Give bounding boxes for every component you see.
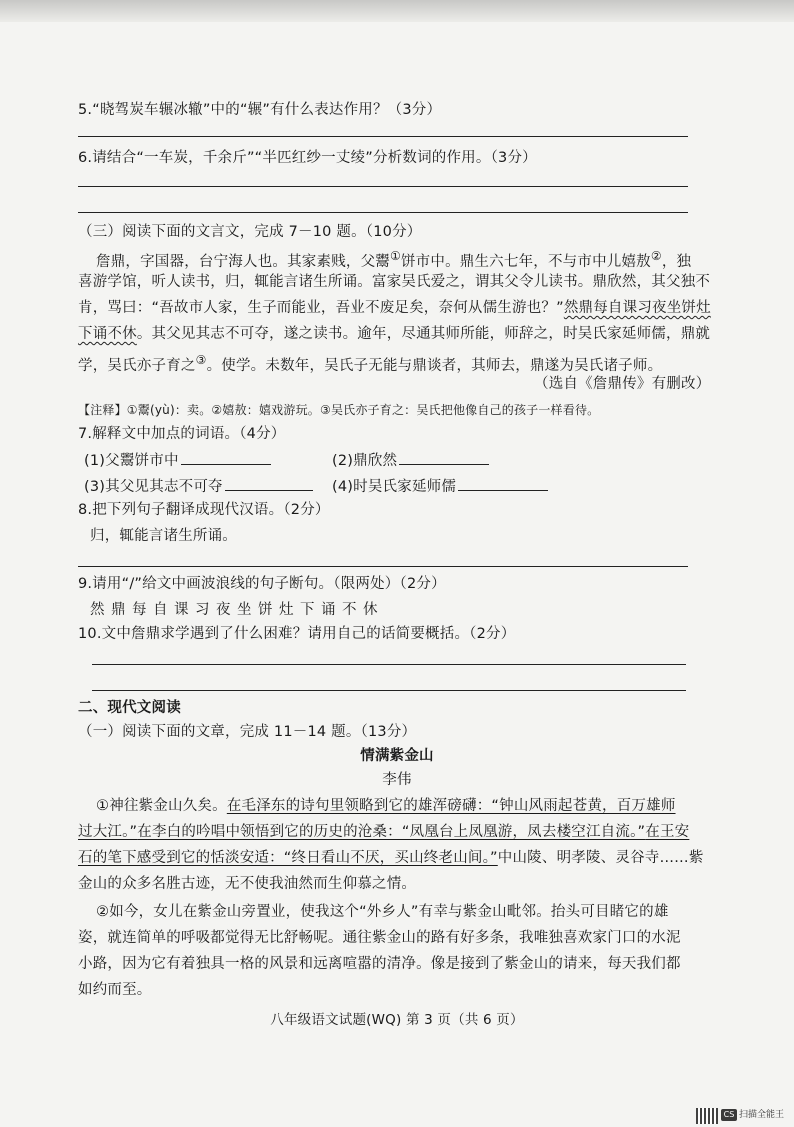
passage-line-1	[96, 246, 691, 272]
answer-blank	[225, 476, 313, 491]
qr-code-icon	[696, 1108, 718, 1124]
wavy-underlined-sentence: 然鼎每自课习夜坐饼灶	[563, 300, 711, 316]
footnotes: 【注释】①鬻(yù)：卖。②嬉敖：嬉戏游玩。③吴氏亦子育之：吴氏把他像自己的孩子一样看待。	[78, 403, 600, 417]
answer-line	[78, 212, 688, 213]
passage-text: 。使学。未数年，吴氏子无能与鼎谈者，其师去，鼎遂为吴氏诸子师。	[206, 357, 663, 374]
article-p1-line-1: ①神往紫金山久矣。在毛泽东的诗句里领略到它的雄浑磅礴：“钟山风雨起苍黄，百万雄师	[96, 798, 676, 814]
answer-blank	[181, 450, 271, 465]
passage-line-5	[78, 350, 662, 376]
q9-sentence: 然鼎每自课习夜坐饼灶下诵不休	[90, 602, 384, 618]
article-p2-line-2: 姿，就连简单的呼吸都觉得无比舒畅呢。通往紫金山的路有好多条，我唯独喜欢家门口的水泥	[78, 930, 681, 946]
q7-item-2: (2)鼎欣然	[332, 450, 489, 471]
watermark-text: 扫描全能王	[739, 1110, 785, 1120]
scan-top-edge	[0, 0, 794, 22]
answer-line	[78, 566, 688, 567]
passage-text: 。其父见其志不可夺，遂之读书。逾年，尽通其师所能，师辞之，时吴氏家延师儒，鼎就	[136, 326, 711, 342]
footnote-marker: ②	[650, 249, 662, 263]
article-p1-line-2	[78, 822, 689, 842]
passage-text: 饼市中。鼎生六七年，不与市中儿嬉敖	[400, 253, 651, 270]
answer-line	[78, 186, 688, 187]
answer-blank	[399, 450, 489, 465]
article-author: 李伟	[382, 772, 412, 788]
article-p1-line-3: 石的笔下感受到它的恬淡安适：“终日看山不厌，买山终老山间。”中山陵、明孝陵、灵谷寺……紫	[78, 850, 704, 866]
underlined-sentence: 在李白的吟唱中领悟到它的历史的沧桑：“凤凰台上凤凰游，凤去楼空江自流。”	[137, 824, 646, 840]
section-1-title: （一）阅读下面的文章，完成 11－14 题。（13分）	[78, 724, 417, 740]
camscanner-logo-icon: CS	[721, 1109, 737, 1121]
question-7: 7.解释文中加点的词语。（4分）	[78, 426, 286, 442]
q7-item-3: (3)其父见其志不可夺	[84, 476, 313, 497]
article-p2-line-4: 如约而至。	[78, 982, 152, 998]
underlined-sentence: 在王安	[645, 824, 690, 840]
question-10: 10.文中詹鼎求学遇到了什么困难？请用自己的话简要概括。（2分）	[78, 626, 516, 642]
section-3-title: （三）阅读下面的文言文，完成 7－10 题。（10分）	[78, 224, 422, 240]
footnote-marker: ①	[390, 249, 401, 263]
question-9: 9.请用“/”给文中画波浪线的句子断句。（限两处）（2分）	[78, 576, 446, 592]
passage-line-3	[78, 298, 711, 318]
answer-line	[92, 690, 686, 691]
passage-text: 学，吴氏亦子育之	[78, 357, 196, 374]
underlined-sentence: 过大江。”	[78, 824, 138, 840]
answer-line	[92, 664, 686, 665]
q7-item-4: (4)时吴氏家延师儒	[332, 476, 548, 497]
q7-item-1: (1)父鬻饼市中	[84, 450, 271, 471]
question-8: 8.把下列句子翻译成现代汉语。（2分）	[78, 502, 330, 518]
answer-blank	[458, 476, 548, 491]
passage-line-4	[78, 324, 710, 344]
passage-source: （选自《詹鼎传》有删改）	[534, 376, 711, 392]
passage-line-2: 喜游学馆，听人读书，归，辄能言诸生所诵。富家吴氏爱之，谓其父令儿读书。鼎欣然，其父独不	[78, 274, 711, 290]
q8-sentence: 归，辄能言诸生所诵。	[90, 528, 237, 544]
scanner-watermark	[721, 1108, 789, 1124]
page-footer: 八年级语文试题(WQ) 第 3 页（共 6 页）	[270, 1012, 524, 1028]
part-2-heading: 二、现代文阅读	[78, 700, 181, 716]
article-p1-line-4: 金山的众多名胜古迹，无不使我油然而生仰慕之情。	[78, 876, 417, 892]
article-p2-line-1: ②如今，女儿在紫金山旁置业，使我这个“外乡人”有幸与紫金山毗邻。抬头可目睹它的雄	[96, 904, 669, 920]
article-title: 情满紫金山	[360, 748, 434, 764]
question-6: 6.请结合“一车炭，千余斤”“半匹红纱一丈绫”分析数词的作用。（3分）	[78, 150, 537, 166]
underlined-sentence: 石的笔下感受到它的恬淡安适：“终日看山不厌，买山终老山间。”	[78, 850, 498, 866]
article-p2-line-3: 小路，因为它有着独具一格的风景和远离喧嚣的清净。像是接到了紫金山的请来，每天我们都	[78, 956, 681, 972]
question-5: 5.“晓驾炭车辗冰辙”中的“辗”有什么表达作用？（3分）	[78, 102, 442, 118]
answer-line	[78, 136, 688, 137]
passage-text: ，独	[661, 253, 692, 270]
footnote-marker: ③	[195, 353, 207, 367]
passage-text: 肯，骂曰：“吾故市人家，生子而能业，吾业不废足矣，奈何从儒生游也？”	[78, 300, 564, 316]
wavy-underlined-sentence: 下诵不休	[78, 326, 137, 342]
passage-text: 詹鼎，字国器，台宁海人也。其家素贱，父鬻	[96, 253, 390, 270]
underlined-sentence: 在毛泽东的诗句里领略到它的雄浑磅礴：“钟山风雨起苍黄，百万雄师	[226, 798, 676, 814]
